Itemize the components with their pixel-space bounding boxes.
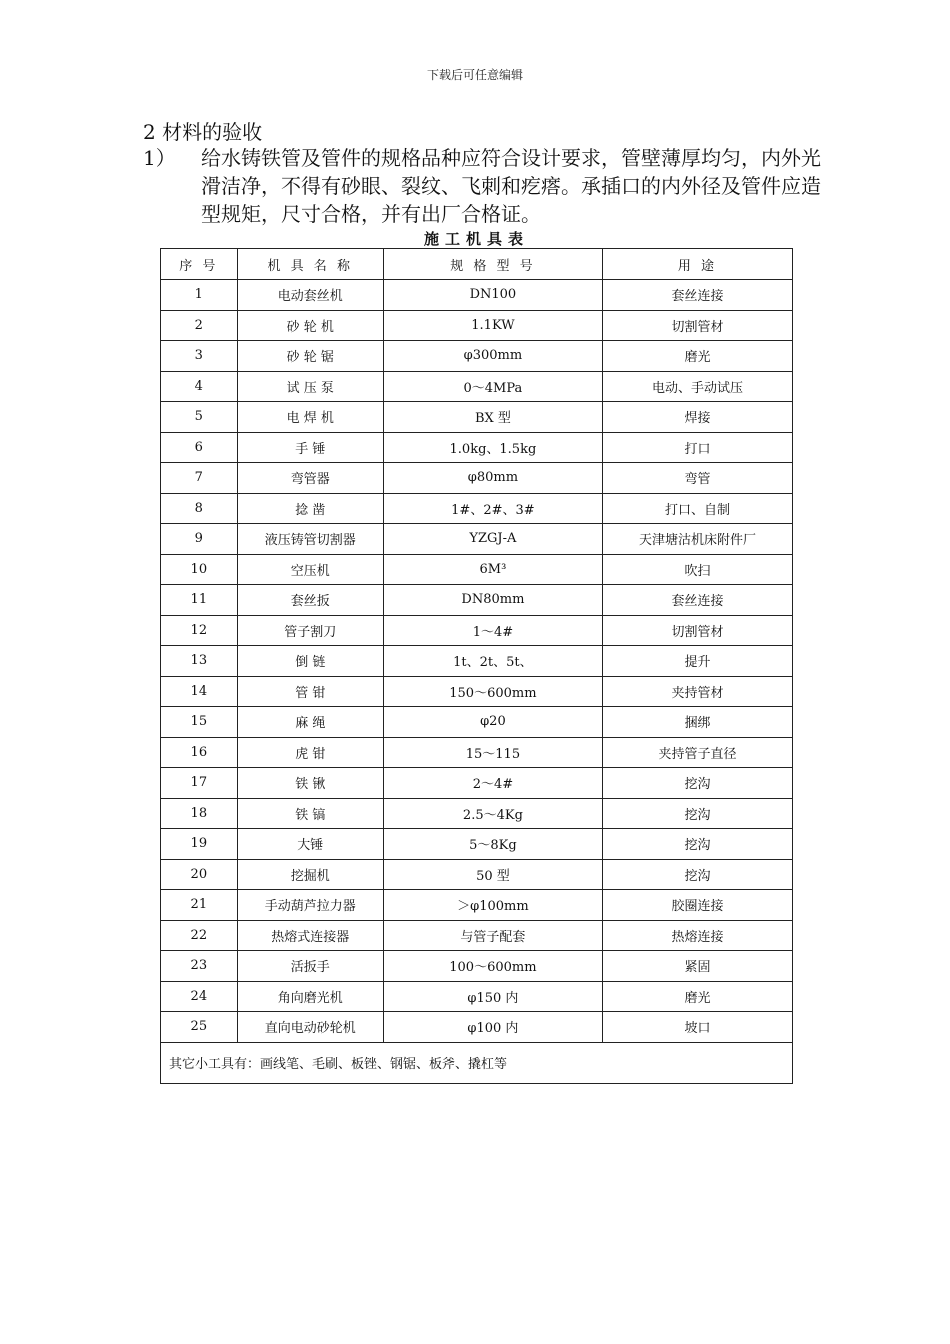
cell-number: 4 <box>161 371 238 402</box>
header-note: 下载后可任意编辑 <box>426 68 523 82</box>
table-footer-row <box>161 1042 793 1083</box>
cell-name: 挖掘机 <box>237 859 383 890</box>
cell-usage: 热熔连接 <box>602 920 792 951</box>
table-row <box>161 737 793 768</box>
cell-spec: 15～115 <box>383 737 602 768</box>
table-row <box>161 859 793 890</box>
table-row <box>161 920 793 951</box>
cell-name: 活扳手 <box>237 951 383 982</box>
table-row <box>161 493 793 524</box>
cell-number: 11 <box>161 585 238 616</box>
cell-spec: 1#、2#、3# <box>383 493 602 524</box>
cell-name: 电动套丝机 <box>237 280 383 311</box>
cell-spec: 1.0kg、1.5kg <box>383 432 602 463</box>
table-row <box>161 951 793 982</box>
cell-spec: YZGJ-A <box>383 524 602 555</box>
cell-spec: φ100 内 <box>383 1012 602 1043</box>
paragraph-text: 给水铸铁管及管件的规格品种应符合设计要求，管壁薄厚均匀，内外光滑洁净，不得有砂眼、裂纹、飞刺和疙瘩。承插口的内外径及管件应造型规矩，尺寸合格，并有出厂合格证。 <box>201 146 821 226</box>
cell-usage: 磨光 <box>602 981 792 1012</box>
cell-number: 13 <box>161 646 238 677</box>
cell-number: 7 <box>161 463 238 494</box>
cell-spec: 50 型 <box>383 859 602 890</box>
cell-usage: 套丝连接 <box>602 280 792 311</box>
cell-name: 大锤 <box>237 829 383 860</box>
table-row <box>161 707 793 738</box>
cell-number: 1 <box>161 280 238 311</box>
table-header-row <box>161 249 793 280</box>
cell-name: 液压铸管切割器 <box>237 524 383 555</box>
cell-name: 空压机 <box>237 554 383 585</box>
cell-number: 19 <box>161 829 238 860</box>
cell-spec: DN80mm <box>383 585 602 616</box>
table-row <box>161 524 793 555</box>
cell-number: 17 <box>161 768 238 799</box>
table-row <box>161 463 793 494</box>
cell-number: 6 <box>161 432 238 463</box>
cell-usage: 紧固 <box>602 951 792 982</box>
cell-usage: 电动、手动试压 <box>602 371 792 402</box>
table-row <box>161 615 793 646</box>
cell-usage: 套丝连接 <box>602 585 792 616</box>
cell-spec: 1t、2t、5t、 <box>383 646 602 677</box>
table-row <box>161 829 793 860</box>
cell-spec: φ20 <box>383 707 602 738</box>
cell-spec: 与管子配套 <box>383 920 602 951</box>
cell-number: 15 <box>161 707 238 738</box>
table-row <box>161 554 793 585</box>
cell-usage: 胶圈连接 <box>602 890 792 921</box>
cell-spec: 100～600mm <box>383 951 602 982</box>
cell-number: 9 <box>161 524 238 555</box>
cell-number: 23 <box>161 951 238 982</box>
cell-name: 弯管器 <box>237 463 383 494</box>
table-row <box>161 371 793 402</box>
cell-name: 直向电动砂轮机 <box>237 1012 383 1043</box>
cell-number: 12 <box>161 615 238 646</box>
cell-number: 18 <box>161 798 238 829</box>
cell-name: 试 压 泵 <box>237 371 383 402</box>
cell-number: 14 <box>161 676 238 707</box>
table-row <box>161 310 793 341</box>
cell-spec: 1～4# <box>383 615 602 646</box>
table-row <box>161 798 793 829</box>
cell-spec: 150～600mm <box>383 676 602 707</box>
cell-number: 21 <box>161 890 238 921</box>
cell-usage: 打口 <box>602 432 792 463</box>
cell-usage: 挖沟 <box>602 859 792 890</box>
cell-name: 手动葫芦拉力器 <box>237 890 383 921</box>
cell-name: 虎 钳 <box>237 737 383 768</box>
cell-name: 角向磨光机 <box>237 981 383 1012</box>
table-row <box>161 402 793 433</box>
cell-number: 25 <box>161 1012 238 1043</box>
cell-usage: 提升 <box>602 646 792 677</box>
cell-number: 16 <box>161 737 238 768</box>
cell-number: 22 <box>161 920 238 951</box>
cell-name: 铁 锹 <box>237 768 383 799</box>
cell-number: 24 <box>161 981 238 1012</box>
cell-spec: DN100 <box>383 280 602 311</box>
paragraph-number: 1） <box>143 146 176 170</box>
cell-usage: 磨光 <box>602 341 792 372</box>
table-row <box>161 890 793 921</box>
table-row <box>161 280 793 311</box>
cell-number: 10 <box>161 554 238 585</box>
header-cell-number: 序 号 <box>161 249 238 280</box>
cell-usage: 切割管材 <box>602 310 792 341</box>
section-title: 2 材料的验收 <box>143 120 263 144</box>
table-row <box>161 676 793 707</box>
cell-usage: 坡口 <box>602 1012 792 1043</box>
table-row <box>161 646 793 677</box>
table-row <box>161 981 793 1012</box>
cell-name: 砂 轮 机 <box>237 310 383 341</box>
cell-name: 麻 绳 <box>237 707 383 738</box>
cell-usage: 夹持管子直径 <box>602 737 792 768</box>
cell-spec: 2.5～4Kg <box>383 798 602 829</box>
cell-spec: ＞φ100mm <box>383 890 602 921</box>
cell-name: 倒 链 <box>237 646 383 677</box>
cell-name: 砂 轮 锯 <box>237 341 383 372</box>
cell-usage: 挖沟 <box>602 829 792 860</box>
cell-name: 电 焊 机 <box>237 402 383 433</box>
table-row <box>161 1012 793 1043</box>
table-row <box>161 768 793 799</box>
table-title: 施工机具表 <box>423 230 529 248</box>
cell-name: 管 钳 <box>237 676 383 707</box>
cell-usage: 打口、自制 <box>602 493 792 524</box>
cell-usage: 夹持管材 <box>602 676 792 707</box>
footer-note: 其它小工具有：画线笔、毛刷、板锉、钢锯、板斧、撬杠等 <box>161 1042 793 1083</box>
cell-number: 2 <box>161 310 238 341</box>
cell-number: 5 <box>161 402 238 433</box>
cell-spec: 1.1KW <box>383 310 602 341</box>
cell-spec: φ80mm <box>383 463 602 494</box>
cell-usage: 吹扫 <box>602 554 792 585</box>
cell-number: 8 <box>161 493 238 524</box>
cell-usage: 挖沟 <box>602 798 792 829</box>
cell-spec: φ300mm <box>383 341 602 372</box>
cell-usage: 焊接 <box>602 402 792 433</box>
cell-number: 20 <box>161 859 238 890</box>
cell-spec: φ150 内 <box>383 981 602 1012</box>
table-row <box>161 432 793 463</box>
cell-spec: 0～4MPa <box>383 371 602 402</box>
table-row <box>161 585 793 616</box>
cell-spec: BX 型 <box>383 402 602 433</box>
cell-usage: 天津塘沽机床附件厂 <box>602 524 792 555</box>
cell-number: 3 <box>161 341 238 372</box>
cell-name: 热熔式连接器 <box>237 920 383 951</box>
cell-usage: 弯管 <box>602 463 792 494</box>
cell-spec: 2～4# <box>383 768 602 799</box>
cell-usage: 挖沟 <box>602 768 792 799</box>
cell-name: 手 锤 <box>237 432 383 463</box>
cell-name: 捻 凿 <box>237 493 383 524</box>
cell-spec: 6M³ <box>383 554 602 585</box>
cell-usage: 捆绑 <box>602 707 792 738</box>
header-cell-name: 机 具 名 称 <box>237 249 383 280</box>
cell-name: 管子割刀 <box>237 615 383 646</box>
header-cell-usage: 用 途 <box>602 249 792 280</box>
cell-name: 铁 镐 <box>237 798 383 829</box>
tools-table <box>160 248 793 1084</box>
header-cell-spec: 规 格 型 号 <box>383 249 602 280</box>
table-row <box>161 341 793 372</box>
cell-spec: 5～8Kg <box>383 829 602 860</box>
cell-usage: 切割管材 <box>602 615 792 646</box>
cell-name: 套丝扳 <box>237 585 383 616</box>
